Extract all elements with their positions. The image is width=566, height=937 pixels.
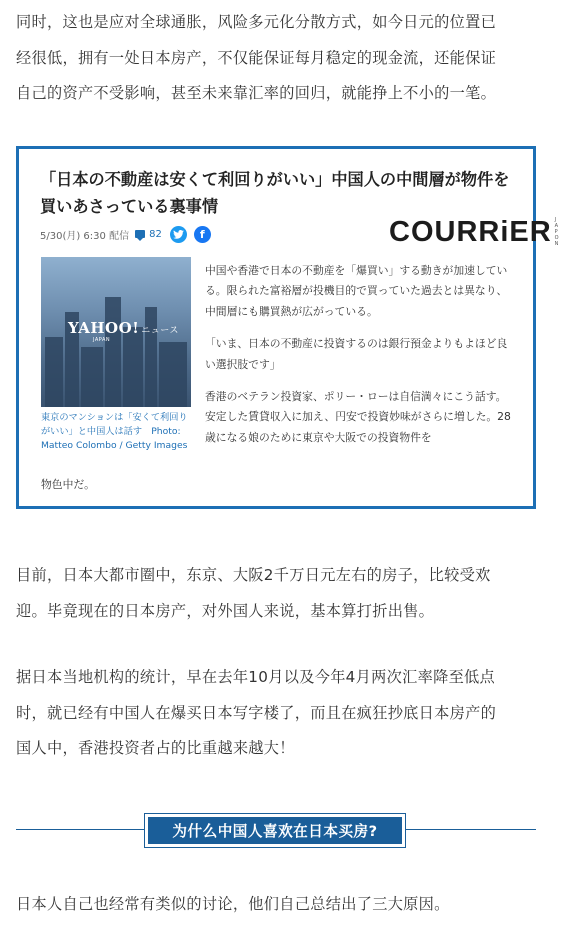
body-paragraph-2: 据日本当地机构的统计，早在去年10月以及今年4月两次汇率降至低点 时，就已经有中国人在爆买日本写字楼了，而且在疯狂抄底日本房产的 国人中，香港投资者占的比重越来越大！ xyxy=(16,668,497,757)
article-paragraph-tail: 物色中だ。 xyxy=(41,478,95,491)
courrier-logo: COURRiER JAPON xyxy=(389,215,559,248)
article-meta xyxy=(40,225,211,243)
facebook-icon[interactable]: f xyxy=(194,226,211,243)
article-paragraph: 「いま、日本の不動産に投資するのは銀行預金よりもよほど良い選択肢です」 xyxy=(205,337,508,371)
article-photo: YAHOO! ニュース JAPAN xyxy=(41,257,191,407)
comment-icon[interactable] xyxy=(135,230,145,238)
divider-left xyxy=(16,829,144,830)
article-paragraph: 中国や香港で日本の不動産を「爆買い」する動きが加速している。限られた富裕層が投機目的で買っていた過去とは異なり、中間層にも購買熱が広がっている。 xyxy=(205,264,508,318)
comment-count[interactable]: 82 xyxy=(149,228,162,240)
embedded-article-card xyxy=(16,146,559,509)
section-heading xyxy=(144,813,406,848)
yahoo-news-logo: YAHOO! ニュース xyxy=(68,319,179,337)
article-title: 「日本の不動産は安くて利回りがいい」中国人の中間層が物件を買いあさっている裏事情 xyxy=(40,170,510,216)
twitter-icon[interactable] xyxy=(170,226,187,243)
photo-caption: 東京のマンションは「安くて利回りがいい」と中国人は話す Photo: Matteo Colombo / Getty Images xyxy=(41,412,188,451)
article-date: 5/30(月) 6:30 配信 xyxy=(40,230,130,242)
article-body xyxy=(205,261,517,460)
article-paragraph: 香港のベテラン投資家、ポリー・ローは自信満々にこう話す。安定した賃貸収入に加え、円安で投資妙味がさらに増した。28歳になる娘のために東京や大阪での投資物件を xyxy=(205,390,511,444)
section-heading-label: 为什么中国人喜欢在日本买房? xyxy=(148,817,402,844)
intro-paragraph: 同时，这也是应对全球通胀，风险多元化分散方式，如今日元的位置已 经很低，拥有一处日本房产，不仅能保证每月稳定的现金流，还能保证 自己的资产不受影响，甚至未来靠汇率的回归，就能挣上不小的一笔。 xyxy=(16,13,497,102)
divider-right xyxy=(406,829,536,830)
body-paragraph-1: 目前，日本大都市圈中，东京、大阪2千万日元左右的房子，比较受欢 迎。毕竟现在的日本房产，对外国人来说，基本算打折出售。 xyxy=(16,566,491,620)
closing-paragraph: 日本人自己也经常有类似的讨论，他们自己总结出了三大原因。 xyxy=(16,895,450,913)
